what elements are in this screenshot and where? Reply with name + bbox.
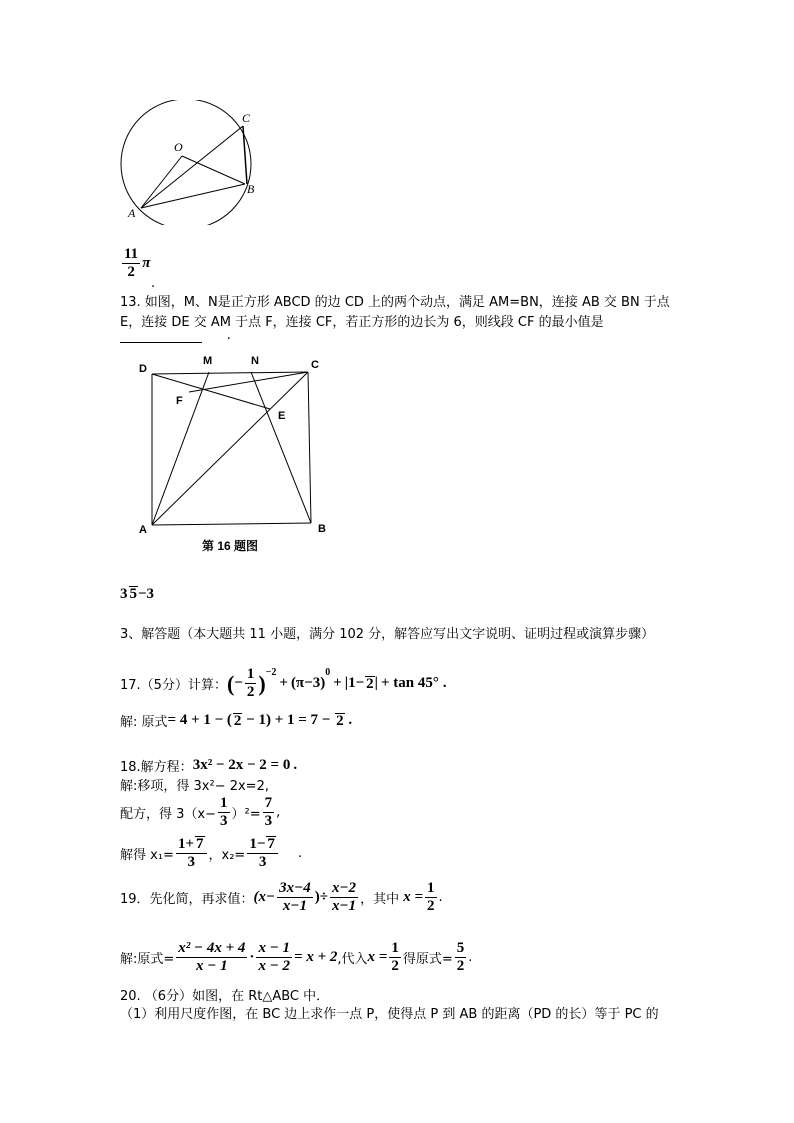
q18-x1-num: 1+ bbox=[177, 836, 194, 852]
q18-equation: 3x² − 2x − 2 = 0 bbox=[192, 757, 291, 773]
answer-blank bbox=[120, 330, 202, 343]
q19-solution bbox=[120, 941, 472, 974]
q18-x1-den: 3 bbox=[187, 854, 195, 870]
q17-sqrt-radicand: 2 bbox=[366, 675, 374, 692]
q18-period: . bbox=[293, 757, 298, 773]
q19-expr-open: (x− bbox=[253, 889, 276, 905]
q18-step2 bbox=[120, 796, 280, 829]
q19-end: . bbox=[438, 890, 443, 905]
segment-bn bbox=[251, 372, 311, 523]
q19-problem bbox=[120, 881, 443, 914]
q19-xv-num: 1 bbox=[427, 880, 435, 896]
q17-frac-num: 1 bbox=[246, 666, 255, 682]
q19-res-num: 5 bbox=[456, 940, 465, 956]
q18-problem bbox=[120, 756, 297, 775]
q17-exp-0: 0 bbox=[325, 667, 331, 678]
q18-step3 bbox=[120, 836, 302, 870]
q17-sol-sqrt: 2 bbox=[233, 712, 242, 729]
q17-abs-part: |1− bbox=[344, 675, 365, 691]
label-n: N bbox=[251, 355, 259, 367]
q18-x2-num: 1− bbox=[249, 836, 266, 852]
q17-prefix: 17.（5分）计算： bbox=[120, 678, 227, 693]
answer-12 bbox=[120, 247, 150, 280]
q18-step3-end: . bbox=[297, 845, 303, 861]
q18-step2-rhs-num: 7 bbox=[264, 795, 273, 811]
segment-ac bbox=[141, 126, 243, 208]
answer-12-period: . bbox=[151, 276, 156, 291]
segment-de bbox=[152, 374, 270, 409]
q18-step2-rhs-den: 3 bbox=[264, 813, 273, 829]
segment-ob bbox=[182, 156, 245, 184]
answer-12-numerator: 11 bbox=[124, 246, 139, 262]
q20-line1: 20. （6分）如图，在 Rt△ABC 中． bbox=[120, 989, 330, 1004]
answer-12-pi: π bbox=[142, 254, 151, 271]
q19-f1-num: 3x−4 bbox=[279, 880, 311, 896]
q18-x2-den: 3 bbox=[258, 854, 267, 870]
segment-dc bbox=[152, 372, 308, 374]
figure-caption: 第 16 题图 bbox=[202, 539, 259, 553]
q17-sol-end: . bbox=[344, 712, 353, 728]
segment-ab bbox=[152, 523, 311, 525]
q19-s1-num: x² − 4x + 4 bbox=[178, 940, 246, 956]
label-f: F bbox=[176, 395, 183, 407]
q18-prefix: 18.解方程： bbox=[120, 760, 193, 775]
q13-answer-blank bbox=[120, 328, 231, 343]
q17-sol-eq: = 4 + 1 − ( bbox=[167, 712, 232, 728]
q17-abs-close: | bbox=[374, 675, 378, 691]
q18-step2-pre: 配方，得 3（x− bbox=[120, 807, 216, 822]
label-b: B bbox=[318, 523, 326, 535]
section-3-heading: 3、解答题（本大题共 11 小题，满分 102 分，解答应写出文字说明、证明过程或演算步骤） bbox=[120, 627, 655, 642]
q17-pi-part: (π−3) bbox=[290, 675, 326, 691]
q18-step1: 解:移项，得 3x²− 2x=2, bbox=[120, 779, 269, 794]
q17-sol-mid: − 1) + 1 = 7 − bbox=[242, 712, 335, 728]
q19-s-eq: = x + 2 bbox=[294, 949, 338, 965]
answer-13 bbox=[120, 586, 154, 603]
q19-prefix: 19．先化简，再求值： bbox=[120, 892, 254, 907]
q19-sub-num: 1 bbox=[391, 940, 399, 956]
blank-period: . bbox=[226, 328, 231, 343]
q19-xv-den: 2 bbox=[427, 898, 435, 914]
q17-plus2: + bbox=[333, 675, 342, 691]
label-m: M bbox=[203, 355, 213, 367]
q17-neg: − bbox=[234, 675, 243, 691]
q13-line2: E，连接 DE 交 AM 于点 F，连接 CF，若正方形的边长为 6，则线段 CF 的最小值是 bbox=[120, 315, 604, 330]
q17-sol-prefix: 解: 原式 bbox=[120, 715, 168, 730]
q17-exp-neg2: −2 bbox=[265, 667, 277, 678]
q19-dot: · bbox=[249, 949, 255, 965]
segment-cb bbox=[308, 372, 311, 523]
label-o: O bbox=[174, 140, 183, 154]
q19-f2-den: x−1 bbox=[331, 898, 357, 914]
q17-paren-close: ) bbox=[258, 670, 266, 696]
q18-step2-frac-num: 1 bbox=[220, 795, 228, 811]
q19-expr-div: )÷ bbox=[314, 889, 328, 905]
label-c: C bbox=[311, 359, 319, 371]
q17-period: . bbox=[442, 675, 447, 691]
q19-s2-num: x − 1 bbox=[258, 940, 291, 956]
answer-12-denominator: 2 bbox=[127, 264, 135, 280]
q18-step3-pre: 解得 x₁= bbox=[120, 847, 174, 863]
q17-problem bbox=[120, 667, 447, 700]
q19-where: ，其中 bbox=[360, 892, 404, 907]
q18-step2-frac-den: 3 bbox=[220, 813, 228, 829]
segment-cb bbox=[243, 126, 247, 184]
q17-plus1: + bbox=[279, 675, 288, 691]
q18-step3-sep: ，x₂= bbox=[208, 847, 246, 863]
label-a: A bbox=[139, 524, 147, 536]
q17-solution bbox=[120, 711, 352, 730]
answer-13-radicand: 5 bbox=[129, 586, 137, 602]
q19-sub-text: 得原式= bbox=[402, 952, 453, 967]
q19-res-end: . bbox=[468, 950, 473, 965]
circle-outline bbox=[121, 100, 251, 225]
q18-x1-rad: 7 bbox=[196, 836, 204, 852]
q17-sol-sqrt2: 2 bbox=[336, 712, 344, 729]
q18-step2-mid: ）²= bbox=[231, 807, 261, 822]
q19-sol-pre: 解:原式= bbox=[120, 952, 175, 967]
label-b: B bbox=[247, 182, 255, 196]
q19-f1-den: x−1 bbox=[282, 898, 307, 914]
q19-s1-den: x − 1 bbox=[196, 958, 228, 974]
q18-x2-rad: 7 bbox=[267, 836, 275, 852]
square-figure bbox=[135, 352, 335, 557]
circle-figure bbox=[110, 100, 270, 225]
q17-paren-open: ( bbox=[226, 670, 235, 696]
q19-s2-den: x − 2 bbox=[258, 958, 291, 974]
label-a: A bbox=[128, 206, 136, 220]
q13-line1: 13. 如图，M、N是正方形 ABCD 的边 CD 上的两个动点，满足 AM=BN，连接 AB 交 BN 于点 bbox=[120, 295, 670, 310]
q17-frac-den: 2 bbox=[246, 684, 255, 700]
label-d: D bbox=[139, 363, 147, 375]
q20-line2: （1）利用尺度作图，在 BC 边上求作一点 P，使得点 P 到 AB 的距离（PD 的长）等于 PC 的 bbox=[120, 1007, 659, 1022]
label-e: E bbox=[278, 410, 286, 422]
q19-sub: ,代入 bbox=[337, 952, 368, 967]
q19-res-den: 2 bbox=[456, 958, 465, 974]
q18-step2-end: , bbox=[276, 805, 281, 820]
q17-tan: + tan 45° bbox=[380, 675, 439, 691]
label-c: C bbox=[242, 111, 251, 125]
q19-f2-num: x−2 bbox=[331, 880, 357, 896]
answer-13-coef: 3 bbox=[120, 586, 128, 602]
q19-sub-den: 2 bbox=[391, 958, 399, 974]
q19-x-eq: x = bbox=[403, 889, 424, 905]
q19-sub-x: x = bbox=[367, 949, 388, 965]
answer-13-tail: −3 bbox=[138, 586, 155, 602]
